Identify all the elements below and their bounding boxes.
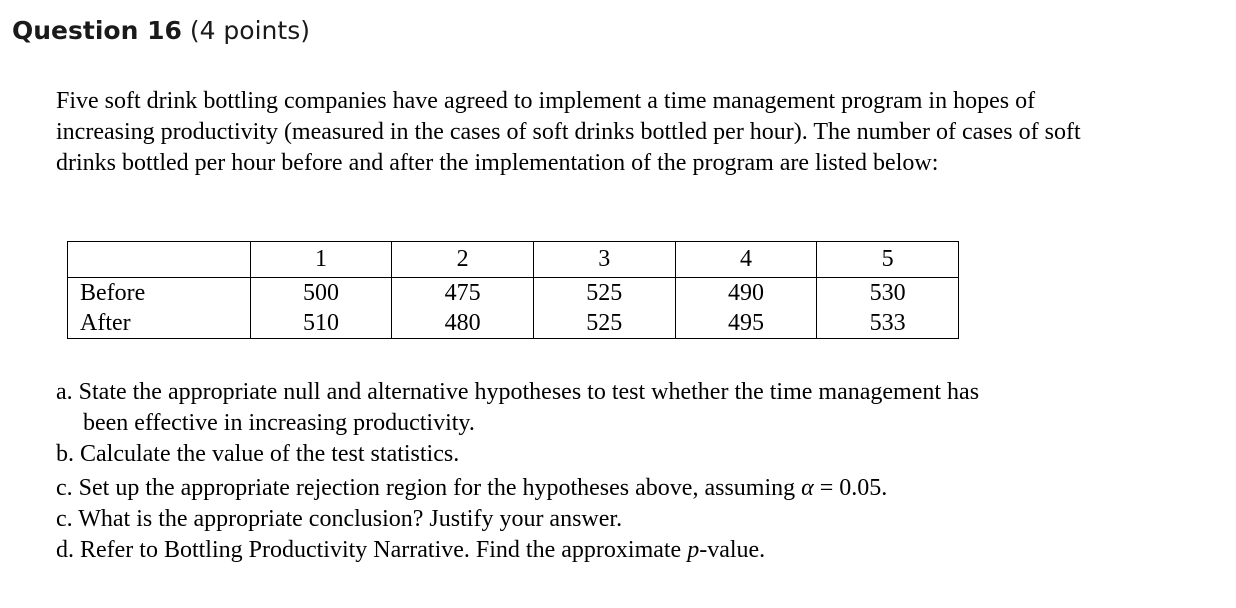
question-parts — [56, 377, 1156, 566]
part-b: b. Calculate the value of the test statistics. — [56, 441, 460, 467]
part-c-conclusion: c. What is the appropriate conclusion? Justify your answer. — [56, 506, 623, 532]
question-prompt: Five soft drink bottling companies have agreed to implement a time management program in hopes of increasing productivity (measured in the cases of soft drinks bottled per hour). The number of cases of soft drinks bottled per hour before and after the implementation of the program are listed below: — [56, 88, 1081, 176]
alpha-symbol: α — [801, 475, 814, 501]
question-header — [12, 16, 310, 45]
table-header-cell: 4 — [675, 242, 817, 278]
part-a-line2: been effective in increasing productivity. — [83, 410, 475, 436]
row-label-after: After — [68, 308, 251, 339]
part-a-line1: a. State the appropriate null and alternative hypotheses to test whether the time management has — [56, 379, 980, 405]
p-symbol: p — [687, 537, 700, 563]
question-points: (4 points) — [189, 16, 310, 45]
part-d-text: d. Refer to Bottling Productivity Narrative. Find the approximate — [56, 537, 688, 563]
table-cell: 525 — [533, 308, 675, 339]
table-cell: 490 — [675, 278, 817, 309]
part-d-suffix: -value. — [699, 537, 766, 563]
table-header-cell — [68, 242, 251, 278]
table-cell: 510 — [250, 308, 392, 339]
table-header-cell: 3 — [533, 242, 675, 278]
part-c-value: = 0.05. — [813, 475, 888, 501]
data-table — [67, 241, 959, 339]
table-header-cell: 1 — [250, 242, 392, 278]
part-a — [56, 377, 1156, 439]
table-row — [68, 278, 959, 309]
table-header-row — [68, 242, 959, 278]
part-d — [56, 535, 1156, 566]
table-row — [68, 308, 959, 339]
table-cell: 500 — [250, 278, 392, 309]
table-cell: 525 — [533, 278, 675, 309]
row-label-before: Before — [68, 278, 251, 309]
table-cell: 480 — [392, 308, 534, 339]
table-cell: 475 — [392, 278, 534, 309]
table-header-cell: 2 — [392, 242, 534, 278]
table-cell: 530 — [817, 278, 959, 309]
table-cell: 533 — [817, 308, 959, 339]
question-title: Question 16 — [12, 16, 182, 45]
part-c-text: c. Set up the appropriate rejection region for the hypotheses above, assuming — [56, 475, 802, 501]
table-header-cell: 5 — [817, 242, 959, 278]
table-cell: 495 — [675, 308, 817, 339]
part-c-rejection-region — [56, 473, 1156, 504]
